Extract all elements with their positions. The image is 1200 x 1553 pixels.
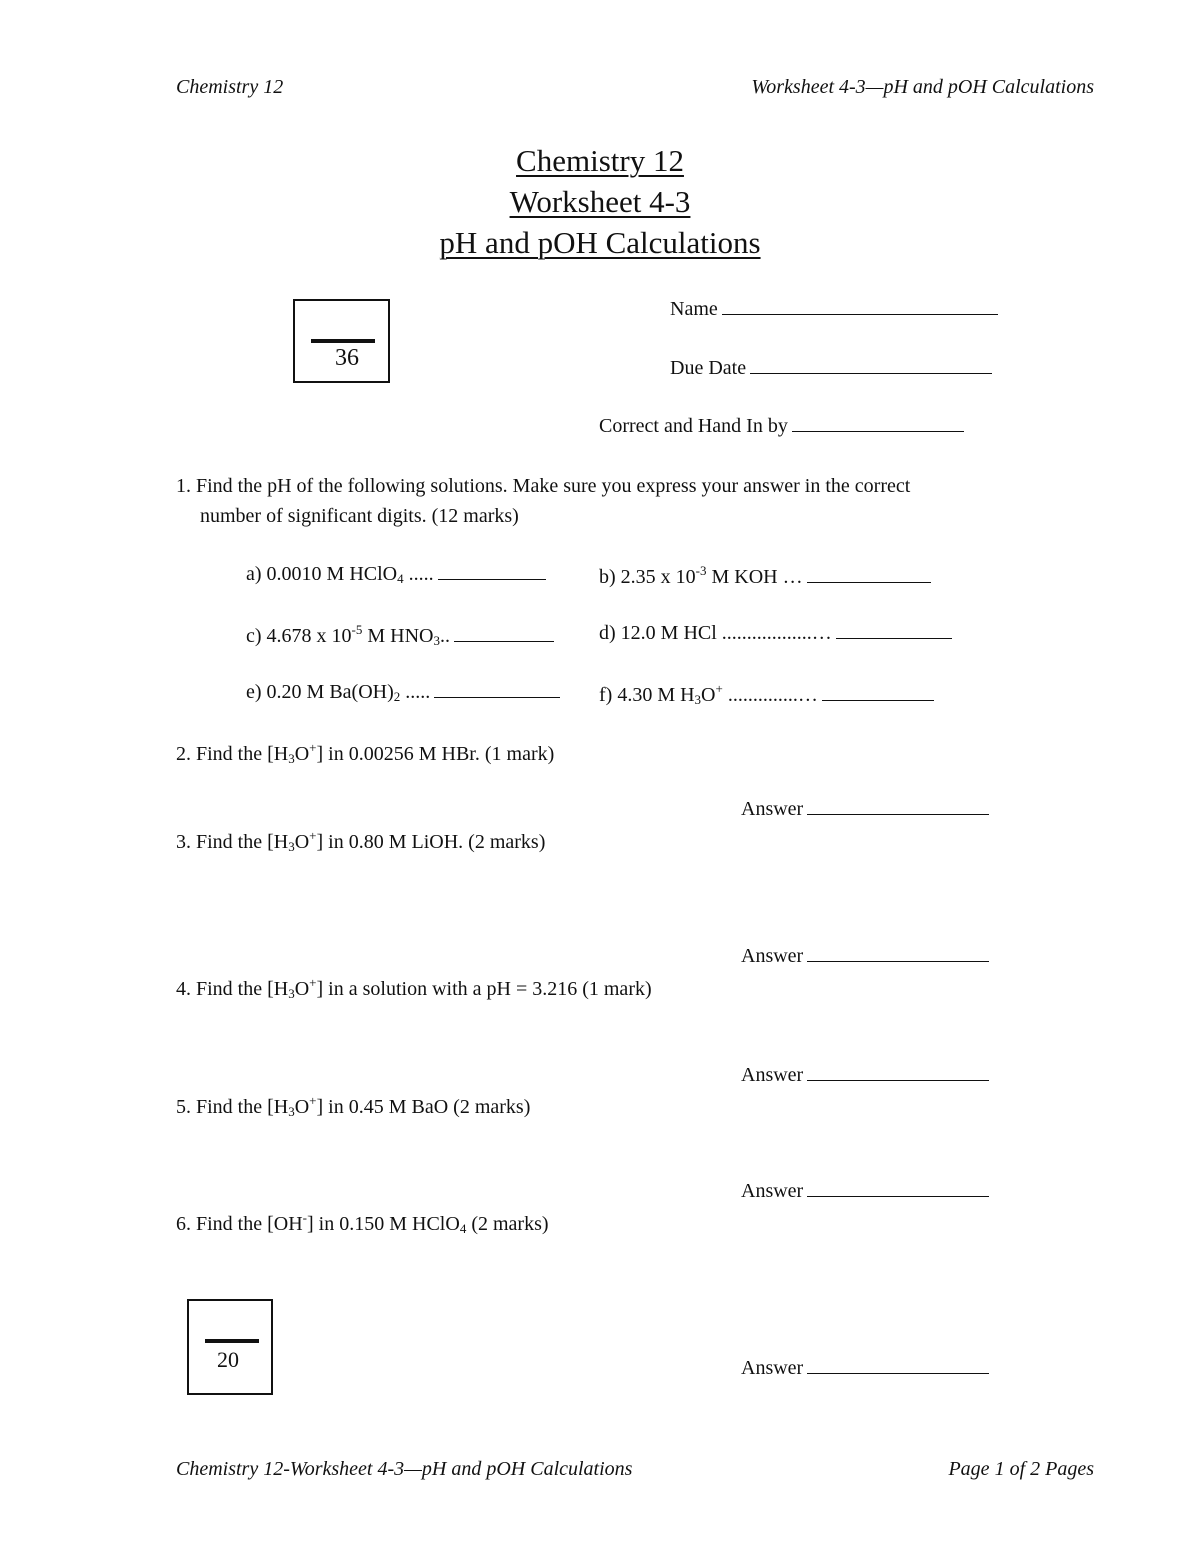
q2-answer-blank[interactable] [807,813,989,815]
q1-part-a-blank[interactable] [438,578,546,580]
q6-answer-blank[interactable] [807,1372,989,1374]
due-date-field[interactable] [670,357,992,380]
q5-answer-blank[interactable] [807,1195,989,1197]
q1-part-e-blank[interactable] [434,696,560,698]
q1-part-b[interactable]: b) 2.35 x $10^{-3}$ M KOH … [599,563,931,589]
q5-text: 5. Find the $[H_3O^+]$ in 0.45 M BaO (2 marks) [176,1093,531,1119]
q1-part-a[interactable]: a) 0.0010 M HClO$_4$ ..... [246,563,546,587]
footer-page-number: Page 1 of 2 Pages [948,1458,1094,1480]
q3-text: 3. Find the $[H_3O^+]$ in 0.80 M LiOH. (2 marks) [176,828,546,854]
q2-answer[interactable]: Answer [741,798,989,821]
q3-answer[interactable]: Answer [741,945,989,968]
score-fraction-bar [311,339,375,343]
q4-answer-blank[interactable] [807,1079,989,1081]
score-box [187,1299,273,1395]
score-total: 36 [335,345,359,371]
q6-text: 6. Find the [OH-] in 0.150 M HClO$_4$ (2 marks) [176,1210,549,1236]
q1-text-line-1: 1. Find the pH of the following solutions. Make sure you express your answer in the correct [176,475,911,497]
q1-part-d-blank[interactable] [836,637,952,639]
q1-part-b-blank[interactable] [807,581,931,583]
name-label: Name [670,298,718,320]
q1-part-f-blank[interactable] [822,699,934,701]
score-fraction-bar [205,1339,259,1343]
due-date-label: Due Date [670,357,747,379]
title-line-2: Worksheet 4-3 [509,184,691,219]
q2-text: 2. Find the $[H_3O^+]$ in 0.00256 M HBr. (1 mark) [176,740,555,766]
q1-number: 1. [176,475,191,497]
q3-answer-blank[interactable] [807,960,989,962]
hand-in-label: Correct and Hand In by [599,415,788,437]
q4-answer[interactable]: Answer [741,1064,989,1087]
q1-part-d[interactable]: d) 12.0 M HCl ..................… [599,622,952,645]
name-field[interactable] [670,298,998,321]
q1-part-c-blank[interactable] [454,640,554,642]
q6-answer[interactable]: Answer [741,1357,989,1380]
name-blank[interactable] [722,313,998,315]
score-box [293,299,390,383]
q1-part-f[interactable]: f) 4.30 M $H_3O^+$ ..............… [599,681,934,708]
footer-left: Chemistry 12-Worksheet 4-3—pH and pOH Calculations [176,1458,633,1480]
due-date-blank[interactable] [750,372,992,374]
q1-part-e[interactable]: e) 0.20 M $Ba(OH)_2$ ..... [246,681,560,705]
title-line-1: Chemistry 12 [516,143,684,178]
q1-text-line-2: number of significant digits. (12 marks) [200,505,519,527]
q4-text: 4. Find the $[H_3O^+]$ in a solution with a pH = 3.216 (1 mark) [176,975,652,1001]
header-right: Worksheet 4-3—pH and pOH Calculations [751,76,1094,98]
title-line-3: pH and pOH Calculations [439,225,761,260]
q5-answer[interactable]: Answer [741,1180,989,1203]
score-total: 20 [217,1347,239,1372]
q1-part-c[interactable]: c) 4.678 x $10^{-5}$ M $HNO_3$.. [246,622,554,649]
hand-in-blank[interactable] [792,430,964,432]
hand-in-field[interactable] [599,415,964,438]
header-left: Chemistry 12 [176,76,284,98]
